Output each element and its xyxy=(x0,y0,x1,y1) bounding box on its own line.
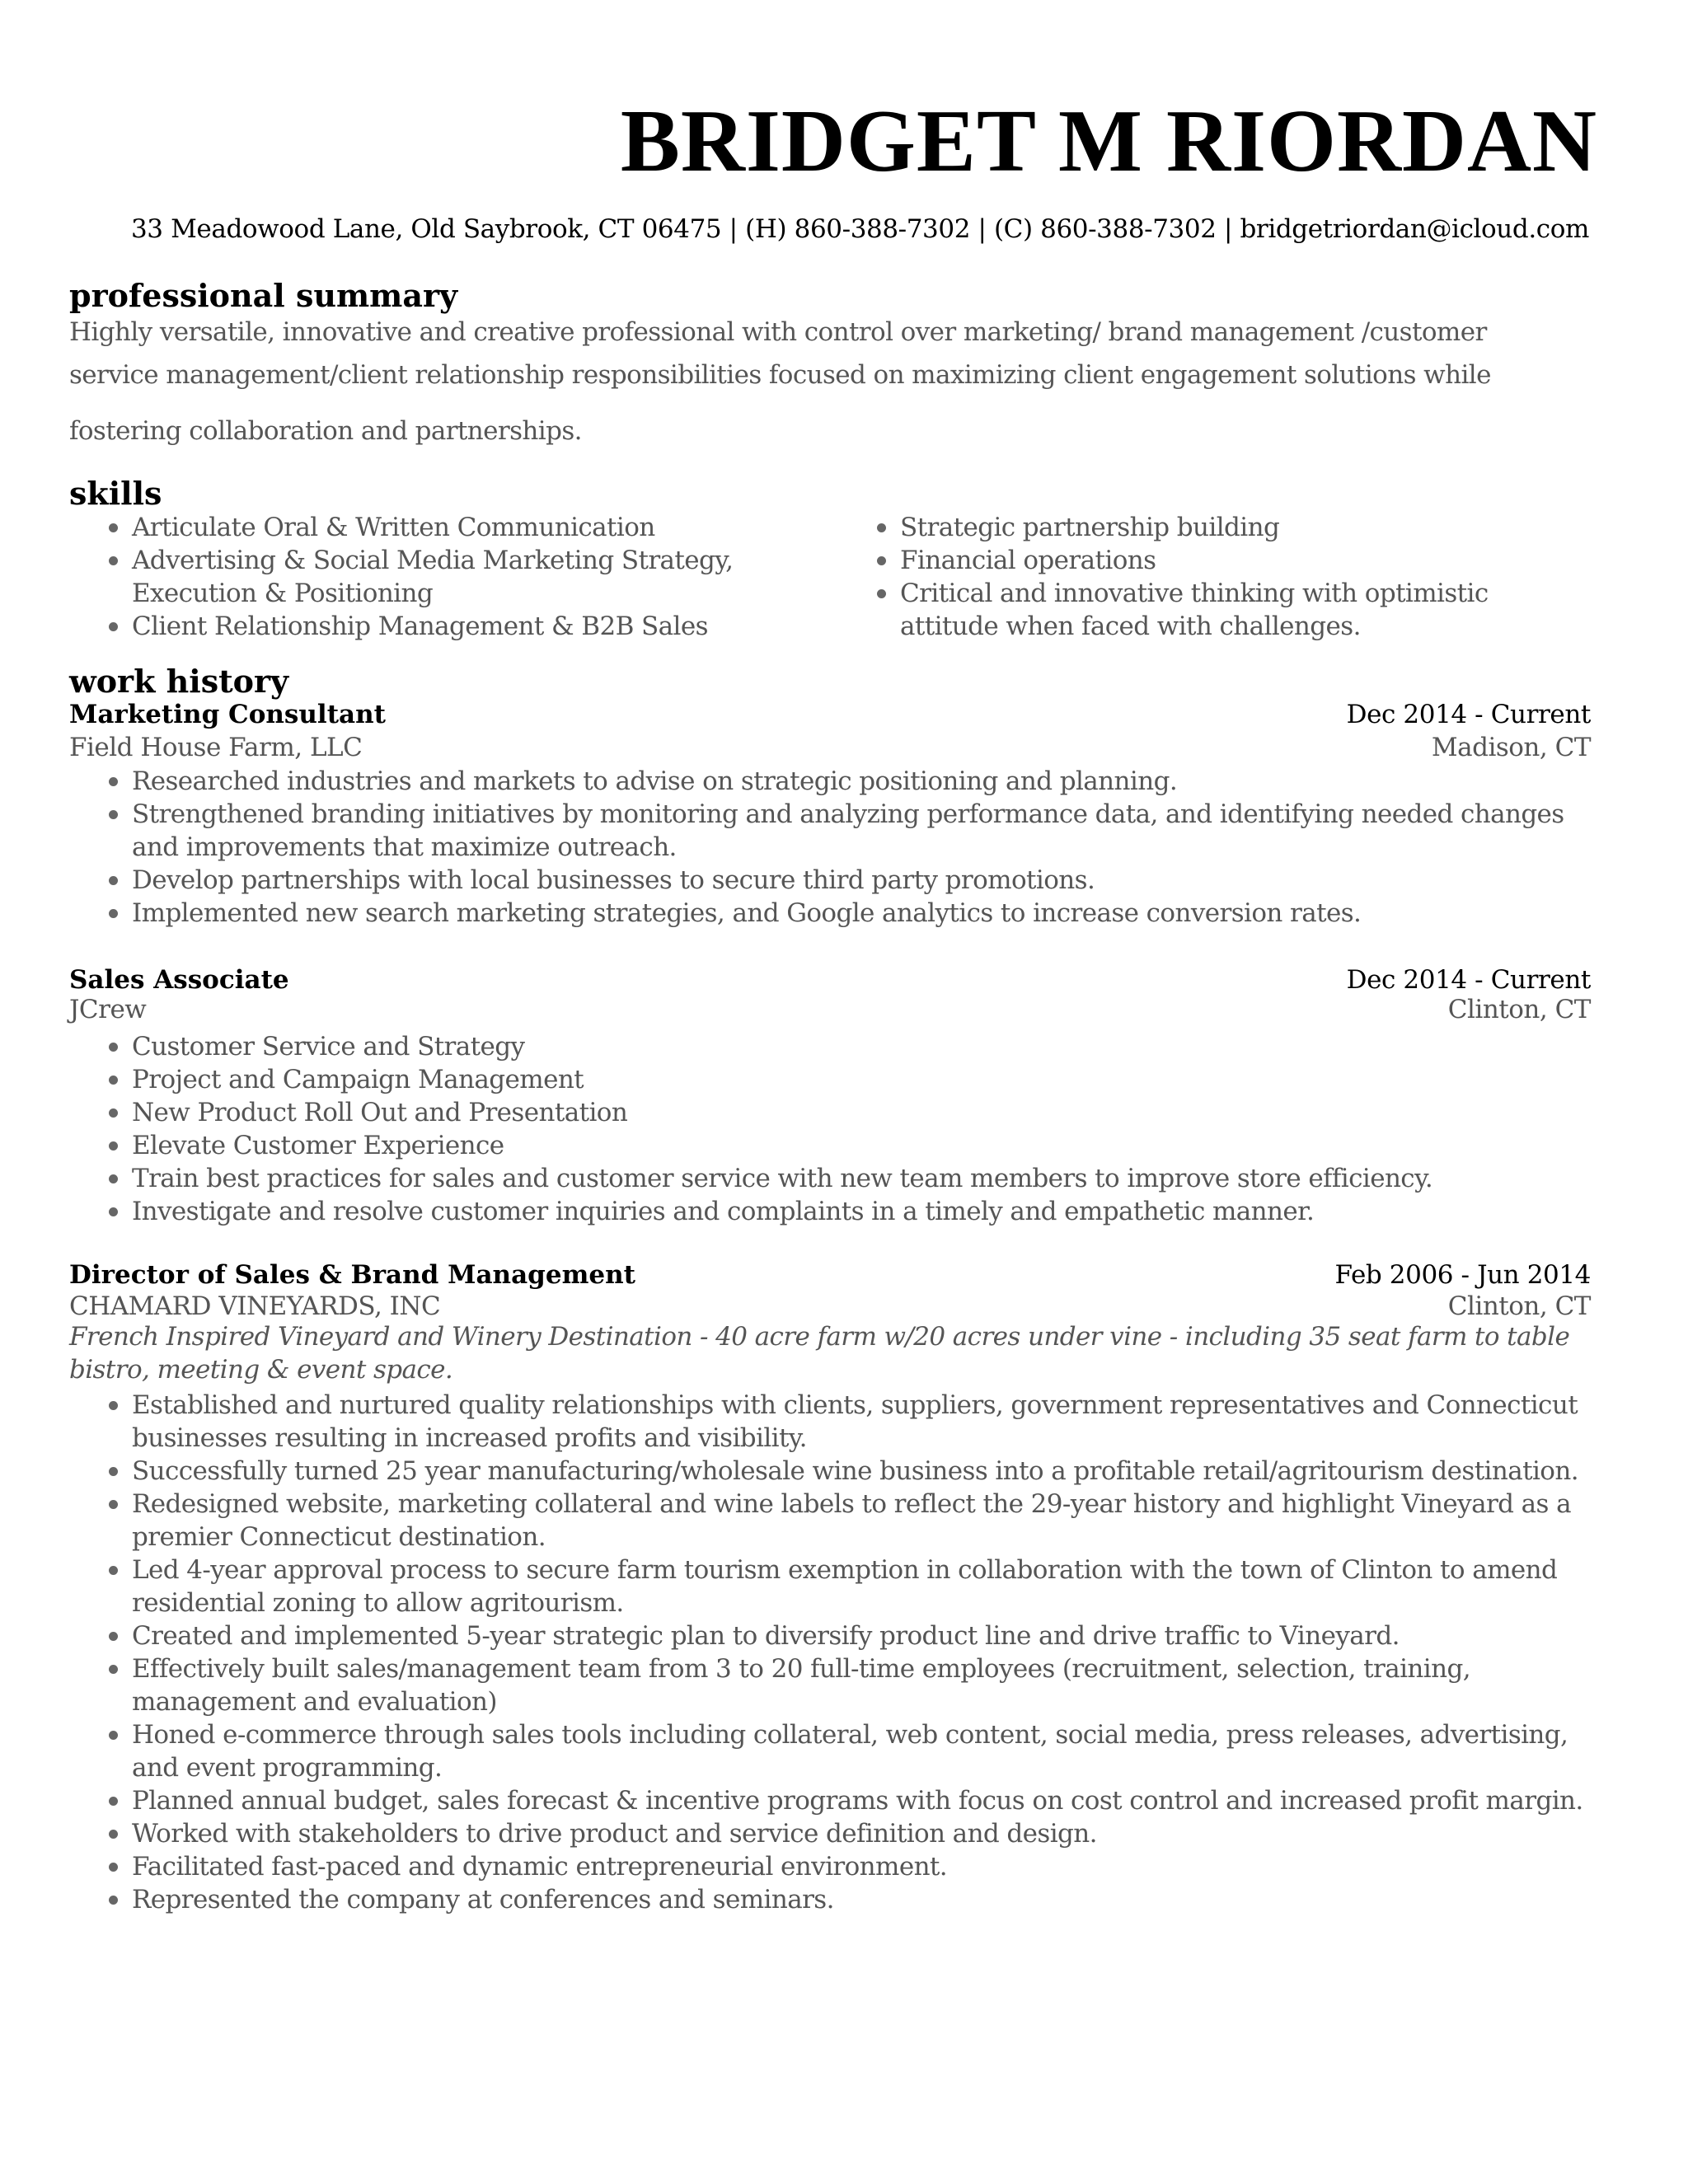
job-dates: Dec 2014 - Current xyxy=(1346,965,1591,995)
list-item: Elevate Customer Experience xyxy=(69,1129,1602,1162)
job-title: Director of Sales & Brand Management xyxy=(69,1260,635,1290)
bullet-icon xyxy=(109,1863,118,1872)
list-item: New Product Roll Out and Presentation xyxy=(69,1096,1602,1129)
list-item: Customer Service and Strategy xyxy=(69,1030,1602,1063)
list-item: Led 4-year approval process to secure farm tourism exemption in collaboration with the town of Clinton to amend residential zoning to allow agritourism. xyxy=(69,1554,1602,1619)
list-item: Created and implemented 5-year strategic plan to diversify product line and drive traffic to Vineyard. xyxy=(69,1619,1602,1652)
bullet-icon xyxy=(109,1566,118,1575)
work-history-heading: work history xyxy=(69,663,289,700)
list-item: Facilitated fast-paced and dynamic entrepreneurial environment. xyxy=(69,1850,1602,1883)
list-item: Strengthened branding initiatives by monitoring and analyzing performance data, and identifying needed changes and improvements that maximize outreach. xyxy=(69,798,1602,864)
summary-line-3: fostering collaboration and partnerships. xyxy=(69,416,582,446)
list-item: Client Relationship Management & B2B Sales xyxy=(69,610,828,643)
list-item: Articulate Oral & Written Communication xyxy=(69,511,828,544)
job-dates: Feb 2006 - Jun 2014 xyxy=(1334,1260,1591,1290)
list-item: Worked with stakeholders to drive product and service definition and design. xyxy=(69,1817,1602,1850)
bullet-icon xyxy=(109,1500,118,1509)
job-company: JCrew xyxy=(69,995,147,1024)
bullet-icon xyxy=(109,810,118,819)
bullet-icon xyxy=(877,523,886,532)
bullet-icon xyxy=(877,556,886,565)
job-title: Marketing Consultant xyxy=(69,700,386,729)
summary-line-1: Highly versatile, innovative and creative professional with control over marketing/ brand management /customer xyxy=(69,317,1487,347)
bullet-icon xyxy=(109,1665,118,1674)
job-location: Madison, CT xyxy=(1431,733,1591,762)
job-location: Clinton, CT xyxy=(1447,995,1591,1024)
candidate-name: BRIDGET M RIORDAN xyxy=(620,92,1597,190)
bullet-icon xyxy=(109,876,118,885)
job-dates: Dec 2014 - Current xyxy=(1346,700,1591,729)
bullet-icon xyxy=(109,909,118,918)
list-item: Critical and innovative thinking with optimistic attitude when faced with challenges. xyxy=(864,577,1540,643)
list-item: Train best practices for sales and customer service with new team members to improve store efficiency. xyxy=(69,1162,1602,1195)
bullet-icon xyxy=(109,1141,118,1151)
bullet-icon xyxy=(109,1108,118,1118)
list-item: Planned annual budget, sales forecast & incentive programs with focus on cost control and increased profit margin. xyxy=(69,1784,1602,1817)
list-item: Investigate and resolve customer inquiries and complaints in a timely and empathetic manner. xyxy=(69,1195,1602,1228)
list-item: Redesigned website, marketing collateral and wine labels to reflect the 29-year history and highlight Vineyard as a premier Connecticut destination. xyxy=(69,1488,1602,1554)
bullet-icon xyxy=(109,1043,118,1052)
skills-left-list xyxy=(69,511,828,643)
bullet-icon xyxy=(109,1896,118,1905)
list-item: Represented the company at conferences and seminars. xyxy=(69,1883,1602,1916)
job-bullets xyxy=(69,765,1602,930)
bullet-icon xyxy=(109,1632,118,1641)
list-item: Develop partnerships with local businesses to secure third party promotions. xyxy=(69,864,1602,897)
list-item: Implemented new search marketing strategies, and Google analytics to increase conversion rates. xyxy=(69,897,1602,930)
list-item: Project and Campaign Management xyxy=(69,1063,1602,1096)
job-title: Sales Associate xyxy=(69,965,289,995)
list-item: Advertising & Social Media Marketing Strategy, Execution & Positioning xyxy=(69,544,828,610)
summary-heading: professional summary xyxy=(69,277,458,314)
job-location: Clinton, CT xyxy=(1447,1291,1591,1321)
list-item: Established and nurtured quality relationships with clients, suppliers, government representatives and Connecticut businesses resulting in increased profits and visibility. xyxy=(69,1389,1602,1455)
bullet-icon xyxy=(109,556,118,565)
bullet-icon xyxy=(109,1731,118,1740)
list-item: Successfully turned 25 year manufacturing/wholesale wine business into a profitable retail/agritourism destination. xyxy=(69,1455,1602,1488)
bullet-icon xyxy=(877,589,886,598)
bullet-icon xyxy=(109,1207,118,1216)
job-bullets xyxy=(69,1030,1602,1228)
list-item: Effectively built sales/management team from 3 to 20 full-time employees (recruitment, selection, training, management and evaluation) xyxy=(69,1652,1602,1718)
bullet-icon xyxy=(109,523,118,532)
bullet-icon xyxy=(109,622,118,631)
list-item: Financial operations xyxy=(864,544,1540,577)
skills-right-list xyxy=(864,511,1540,643)
skills-heading: skills xyxy=(69,475,162,512)
bullet-icon xyxy=(109,1797,118,1806)
list-item: Researched industries and markets to advise on strategic positioning and planning. xyxy=(69,765,1602,798)
contact-line: 33 Meadowood Lane, Old Saybrook, CT 06475 | (H) 860-388-7302 | (C) 860-388-7302 | bridgetriordan@icloud.com xyxy=(130,214,1589,244)
bullet-icon xyxy=(109,1401,118,1410)
bullet-icon xyxy=(109,1830,118,1839)
job-bullets xyxy=(69,1389,1602,1916)
bullet-icon xyxy=(109,1076,118,1085)
job-company: CHAMARD VINEYARDS, INC xyxy=(69,1291,441,1321)
list-item: Honed e-commerce through sales tools including collateral, web content, social media, press releases, advertising, and event programming. xyxy=(69,1718,1602,1784)
bullet-icon xyxy=(109,1174,118,1183)
job-company: Field House Farm, LLC xyxy=(69,733,363,762)
bullet-icon xyxy=(109,1467,118,1476)
summary-line-2: service management/client relationship responsibilities focused on maximizing client engagement solutions while xyxy=(69,360,1491,390)
list-item: Strategic partnership building xyxy=(864,511,1540,544)
job-description: French Inspired Vineyard and Winery Destination - 40 acre farm w/20 acres under vine - including 35 seat farm to table bistro, meeting & event space. xyxy=(69,1322,1570,1385)
bullet-icon xyxy=(109,777,118,786)
